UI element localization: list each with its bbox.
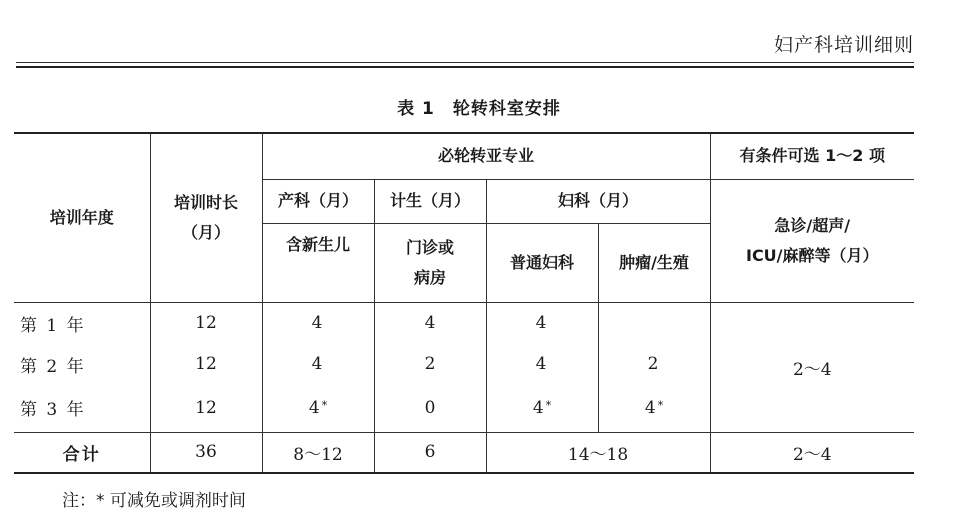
cell-obstetrics [262, 384, 374, 432]
cell-tumor-repro [598, 302, 710, 344]
header-duration-line1: 培训时长 [173, 192, 238, 212]
cell-value: 4 [308, 397, 320, 418]
header-required: 必轮转亚专业 [262, 133, 710, 179]
header-duration [150, 133, 262, 302]
cell-general-gyn [486, 344, 598, 384]
table-caption-title: 轮转科室安排 [452, 99, 561, 119]
header-rule-thick [16, 66, 914, 68]
header-tumor-repro: 肿瘤/生殖 [598, 223, 710, 302]
table-footnote: 注：* 可减免或调剂时间 [62, 491, 246, 511]
header-duration-line2: （月） [181, 222, 230, 242]
total-duration: 36 [150, 432, 262, 473]
cell-value: 4 [535, 313, 547, 334]
cell-general-gyn [486, 302, 598, 344]
header-optional: 有条件可选 1～2 项 [710, 133, 914, 179]
header-newborn: 含新生儿 [262, 223, 374, 302]
table-caption-number: 表 1 [397, 99, 435, 119]
cell-value: 4 [532, 397, 544, 418]
total-gynecology: 14～18 [486, 432, 710, 473]
cell-tumor-repro [598, 344, 710, 384]
header-rule-thin [16, 62, 914, 63]
cell-family-planning: 0 [374, 384, 486, 432]
cell-family-planning: 4 [374, 302, 486, 344]
cell-duration: 12 [150, 384, 262, 432]
total-obstetrics: 8～12 [262, 432, 374, 473]
header-general-gyn: 普通妇科 [486, 223, 598, 302]
row-year: 第 1 年 [14, 302, 150, 344]
cell-duration: 12 [150, 344, 262, 384]
reduction-mark: * [321, 398, 328, 412]
cell-value: 2 [647, 354, 659, 374]
header-optional-detail [710, 179, 914, 302]
header-optional-detail-line2: ICU/麻醉等（月） [745, 245, 879, 265]
cell-optional: 2～4 [710, 302, 914, 432]
cell-value: 4 [311, 313, 323, 334]
cell-obstetrics [262, 344, 374, 384]
cell-value: 4 [644, 397, 656, 418]
running-header: 妇产科培训细则 [773, 34, 914, 56]
header-clinic-ward [374, 223, 486, 302]
cell-family-planning: 2 [374, 344, 486, 384]
header-gynecology: 妇科（月） [486, 179, 710, 223]
reduction-mark: * [545, 398, 552, 412]
cell-obstetrics [262, 302, 374, 344]
table-caption [0, 94, 958, 119]
cell-value: 4 [311, 354, 323, 374]
header-obstetrics: 产科（月） [262, 179, 374, 223]
rotation-table [14, 132, 914, 474]
header-clinic-ward-line1: 门诊或 [405, 237, 454, 257]
reduction-mark: * [657, 398, 664, 412]
cell-value: 4 [535, 354, 547, 374]
header-optional-detail-line1: 急诊/超声/ [774, 215, 851, 235]
cell-general-gyn [486, 384, 598, 432]
cell-tumor-repro [598, 384, 710, 432]
cell-duration: 12 [150, 302, 262, 344]
header-year: 培训年度 [14, 133, 150, 302]
total-optional: 2～4 [710, 432, 914, 473]
total-label: 合计 [14, 432, 150, 473]
row-year: 第 2 年 [20, 356, 86, 377]
row-year: 第 3 年 [20, 400, 86, 421]
header-family-planning: 计生（月） [374, 179, 486, 223]
header-clinic-ward-line2: 病房 [413, 267, 446, 287]
total-family-planning: 6 [374, 432, 486, 473]
